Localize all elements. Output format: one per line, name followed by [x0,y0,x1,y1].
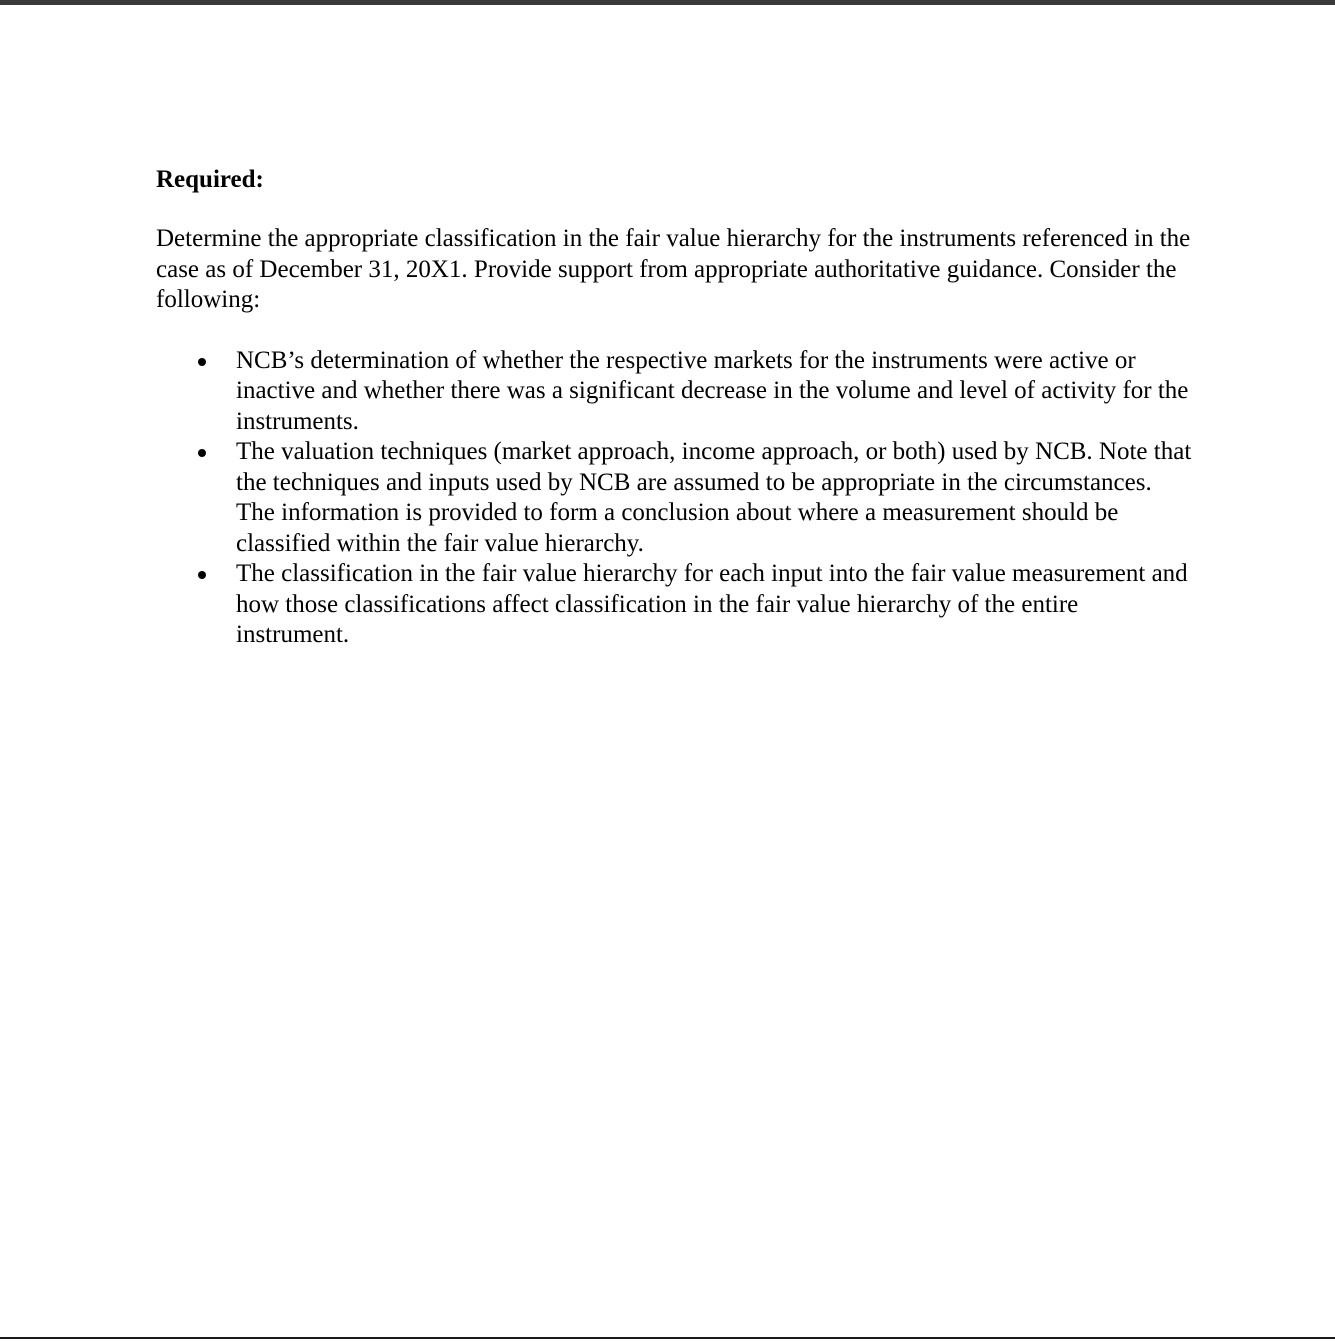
section-heading: Required: [156,166,264,193]
bullet-icon [198,358,206,366]
list-item [156,346,1196,438]
list-item [156,437,1196,559]
document-body [156,164,1196,651]
bullet-icon [198,449,206,457]
list-item [156,559,1196,651]
top-border [0,0,1335,5]
list-item-text: NCB’s determination of whether the respective markets for the instruments were active or inactive and whether there was a significant decrease in the volume and level of activity for the instruments. [236,346,1189,435]
list-item-text: The valuation techniques (market approach, income approach, or both) used by NCB. Note that the techniques and inputs used by NCB are assumed to be appropriate in the circumstances. The information is provided to form a conclusion about where a measurement should be classified within the fair value hierarchy. [236,438,1192,557]
intro-paragraph: Determine the appropriate classification in the fair value hierarchy for the instruments referenced in the case as of December 31, 20X1. Provide support from appropriate authoritative guidance. Consider the following: [156,225,1191,313]
list-item-text: The classification in the fair value hierarchy for each input into the fair value measurement and how those classifications affect classification in the fair value hierarchy of the entire instrument. [236,560,1188,648]
bottom-border [0,1337,1335,1339]
bullet-list [156,346,1196,651]
bullet-icon [198,571,206,579]
